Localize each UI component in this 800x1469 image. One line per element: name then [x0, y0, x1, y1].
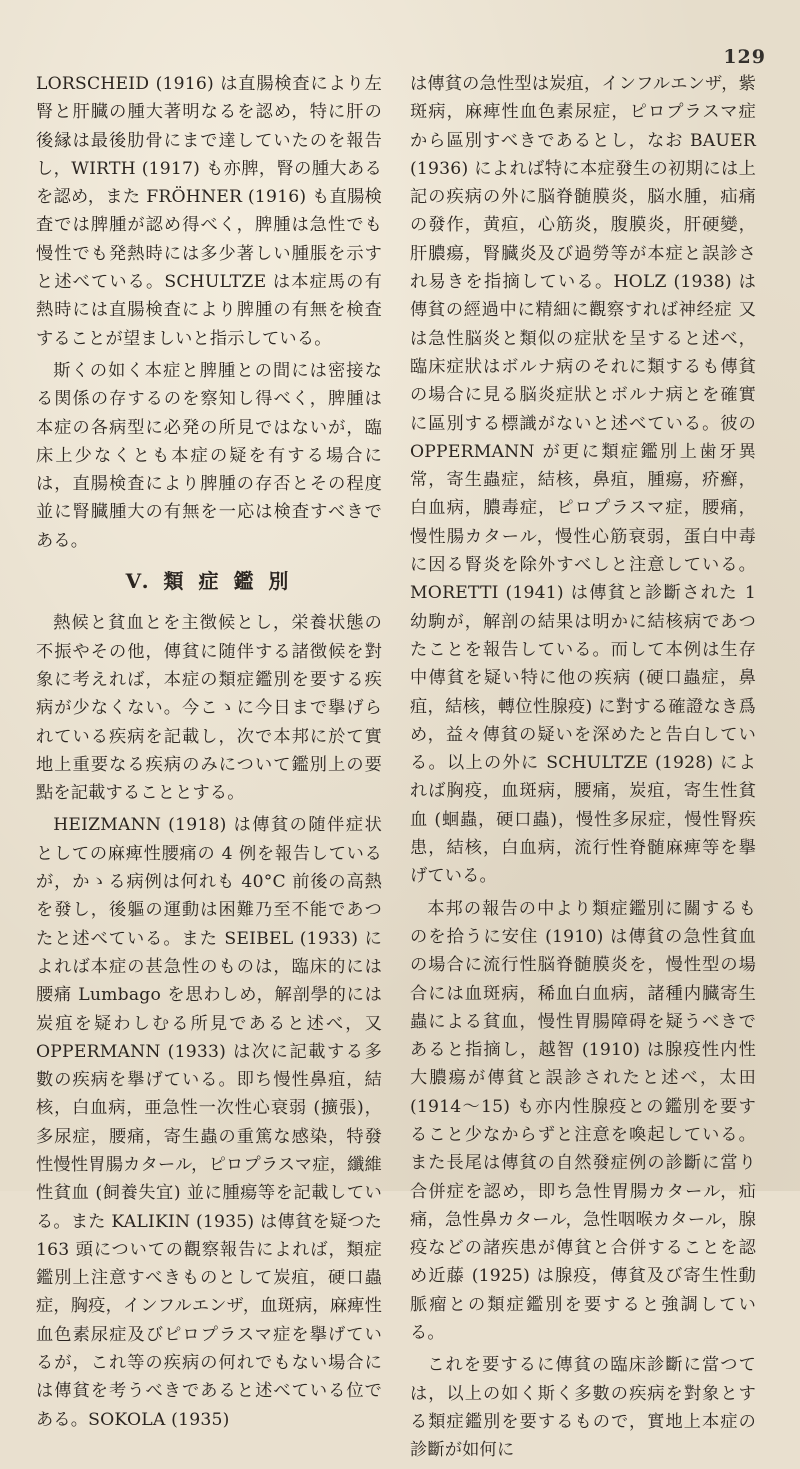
- page-number: 129: [723, 46, 766, 68]
- paragraph-left-1: LORSCHEID (1916) は直腸検査により左腎と肝臓の腫大著明なるを認め，特に肝の後縁は最後肋骨にまで達していたのを報告し，WIRTH (1917) も亦脾，腎の腫大あるを認め，また FRÖHNER (1916) も直腸検査では脾腫が認め得べく，脾腫は急性でも慢性でも発熱時には多少著しい腫脹を示すと述べている。SCHULTZE は本症馬の有熱時には直腸検査により脾腫の有無を検査することが望ましいと指示している。: [36, 74, 382, 349]
- paragraph-left-4: HEIZMANN (1918) は傳貧の随伴症状としての麻痺性腰痛の 4 例を報告しているが，かゝる病例は何れも 40°C 前後の高熱を發し，後軀の運動は困難乃至不能であつたと述べている。また SEIBEL (1933) によれば本症の甚急性のものは，臨床的には腰痛 Lumbago を思わしめ，解剖學的には炭疽を疑わしむる所見であると述べ，又 OPPERMANN (1933) は次に記載する多數の疾病を擧げている。即ち慢性鼻疽，結核，白血病，亜急性一次性心衰弱 (擴張)，多尿症，腰痛，寄生蟲の重篤な感染，特發性慢性胃腸カタール，ピロプラスマ症，纖維性貧血 (飼養失宜) 並に腫瘍等を記載している。また KALIKIN (1935) は傳貧を疑つた 163 頭についての觀察報告によれば，類症鑑別上注意すべきものとして炭疽，硬口蟲症，胸疫，インフルエンザ，血斑病，麻痺性血色素尿症及びピロプラスマ症を擧げているが，これ等の疾病の何れでもない場合には傳貧を考うべきであると述べている位である。SOKOLA (1935): [36, 815, 382, 1430]
- left-column: [36, 70, 382, 1438]
- paragraph-left-2: 斯くの如く本症と脾腫との間には密接なる関係の存するのを察知し得べく，脾腫は本症の各病型に必発の所見ではないが，臨床上少なくとも本症の疑を有する場合には，直腸検査により脾腫の存否とその程度並に腎臓腫大の有無を一応は検査すべきである。: [36, 360, 382, 551]
- paragraph-left-3: 熱候と貧血とを主徴候とし，栄養状態の不振やその他，傳貧に随伴する諸徴候を對象に考えれば，本症の類症鑑別を要する疾病が少なくない。今こゝに今日まで擧げられている疾病を記載し，次で本邦に於て實地上重要なる疾病のみについて鑑別上の要點を記載することとする。: [36, 613, 382, 804]
- right-column: [410, 70, 756, 1469]
- section-heading: V. 類 症 鑑 別: [125, 569, 293, 594]
- paragraph-right-1: は傳貧の急性型は炭疽，インフルエンザ，紫斑病，麻痺性血色素尿症，ピロプラスマ症から區別すべきであるとし，なお BAUER (1936) によれば特に本症發生の初期には上記の疾病の外に脳脊髄膜炎，脳水腫，疝痛の發作，黄疸，心筋炎，腹膜炎，肝硬變，肝膿瘍，腎臓炎及び過勞等が本症と誤診され易きを指摘している。HOLZ (1938) は傳貧の經過中に精細に觀察すれば神经症 又は急性脳炎と類似の症狀を呈すると述べ，臨床症狀はボルナ病のそれに類するも傳貧の場合に見る脳炎症狀とボルナ病とを確實に區別する標識がないと述べている。彼の OPPERMANN が更に類症鑑別上歯牙異常，寄生蟲症，結核，鼻疽，腫瘍，疥癬，白血病，膿毒症，ピロプラスマ症，腰痛，慢性腸カタール，慢性心筋衰弱，蛋白中毒に因る腎炎を除外すべしと注意している。MORETTI (1941) は傳貧と診斷された 1 幼駒が，解剖の結果は明かに結核病であつたことを報告している。而して本例は生存中傳貧を疑い特に他の疾病 (硬口蟲症，鼻疽，結核，轉位性腺疫) に對する確證なき爲め，益々傳貧の疑いを深めたと告白している。以上の外に SCHULTZE (1928) によれば胸疫，血斑病，腰痛，炭疽，寄生性貧血 (蛔蟲，硬口蟲)，慢性多尿症，慢性腎疾患，結核，白血病，流行性脊髄麻痺等を擧げている。: [410, 74, 756, 887]
- paragraph-right-2: 本邦の報告の中より類症鑑別に關するものを拾うに安住 (1910) は傳貧の急性貧血の場合に流行性脳脊髄膜炎を，慢性型の場合には血斑病，稀血白血病，諸種内臓寄生蟲による貧血，慢性胃腸障碍を疑うべきであると指摘し，越智 (1910) は腺疫性内性大膿瘍が傳貧と誤診されたと述べ，太田 (1914～15) も亦内性腺疫との鑑別を要すること少なからずと注意を喚起している。また長尾は傳貧の自然發症例の診斷に當り合併症を認め，即ち急性胃腸カタール，疝痛，急性鼻カタール，急性咽喉カタール，腺疫などの諸疾患が傳貧と合併することを認め近藤 (1925) は腺疫，傳貧及び寄生性動脈瘤との類症鑑別を要すると強調している。: [410, 898, 756, 1344]
- paragraph-right-3: これを要するに傳貧の臨床診斷に當つては，以上の如く斯く多數の疾病を對象とする類症鑑別を要するもので，實地上本症の診斷が如何に: [410, 1355, 756, 1461]
